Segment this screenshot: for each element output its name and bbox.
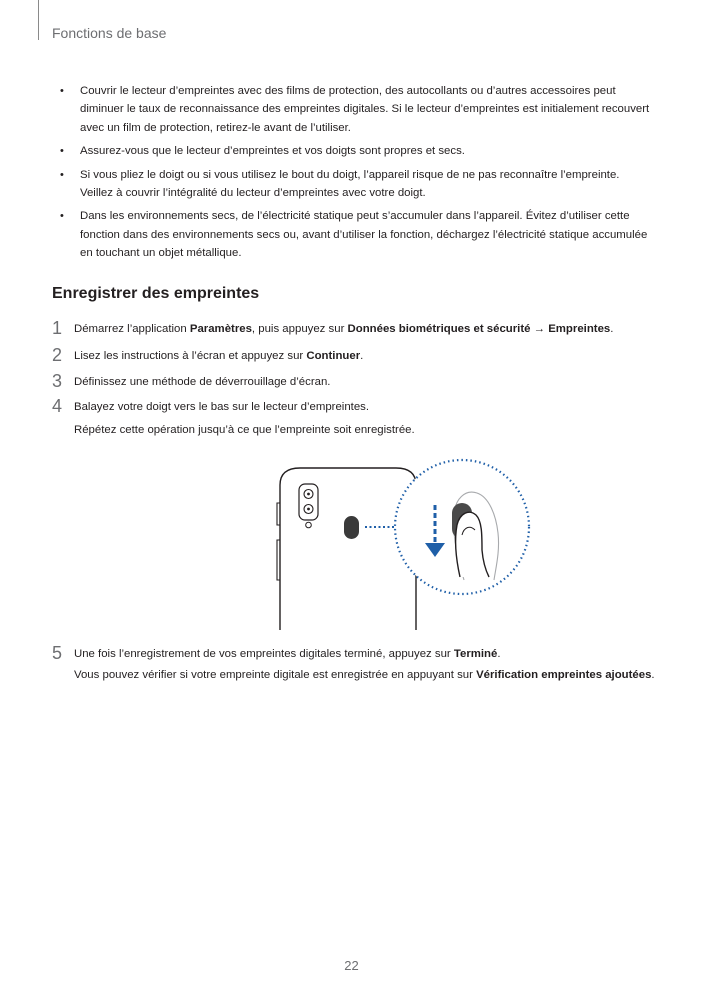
list-item bbox=[60, 207, 650, 262]
subheading: Enregistrer des empreintes bbox=[52, 285, 260, 302]
phone-back-fingerprint-swipe-illustration bbox=[272, 455, 552, 630]
step-text: Une fois l’enregistrement de vos empreintes digitales terminé, appuyez sur bbox=[74, 648, 454, 660]
list-item bbox=[60, 82, 650, 137]
step-text: . bbox=[610, 323, 614, 335]
note-text: Vous pouvez vérifier si votre empreinte digitale est enregistrée en appuyant sur bbox=[74, 669, 477, 682]
step-number: 4 bbox=[52, 396, 63, 417]
step-5-block bbox=[52, 645, 662, 685]
step-4 bbox=[52, 398, 662, 439]
bullet-icon: • bbox=[60, 145, 64, 158]
list-item bbox=[60, 166, 650, 203]
camera-lens-center bbox=[307, 508, 310, 511]
arrow-icon: → bbox=[530, 323, 549, 335]
bullet-icon: • bbox=[60, 168, 64, 181]
step-note: Répétez cette opération jusqu’à ce que l’empreinte soit enregistrée. bbox=[74, 423, 415, 436]
step-text: Balayez votre doigt vers le bas sur le lecteur d’empreintes. bbox=[74, 401, 370, 414]
flash-icon bbox=[306, 522, 312, 528]
step-text: . bbox=[497, 648, 501, 660]
continue-button-label: Continuer bbox=[306, 350, 361, 363]
step-number: 1 bbox=[52, 318, 63, 338]
fingerprint-sensor bbox=[344, 516, 359, 539]
step-text: , puis appuyez sur bbox=[251, 323, 348, 335]
step-text: Définissez une méthode de déverrouillage d’écran. bbox=[74, 375, 331, 388]
bullet-text: Assurez-vous que le lecteur d’empreintes et vos doigts sont propres et secs. bbox=[80, 145, 465, 158]
list-item bbox=[60, 142, 650, 160]
check-added-fingerprints-label: Vérification empreintes ajoutées bbox=[476, 669, 652, 682]
section-title: Fonctions de base bbox=[52, 25, 167, 41]
header-rule bbox=[38, 0, 39, 40]
step-text: Lisez les instructions à l’écran et appuyez sur bbox=[74, 350, 307, 363]
camera-lens-center bbox=[307, 493, 310, 496]
done-button-label: Terminé bbox=[453, 648, 498, 660]
step-text: Démarrez l’application bbox=[74, 323, 190, 335]
fingerprints-menu-label: Empreintes bbox=[548, 323, 611, 335]
precautions-list bbox=[60, 82, 650, 268]
phone-body-outline bbox=[280, 468, 416, 630]
bullet-icon: • bbox=[60, 85, 64, 97]
step-5 bbox=[52, 645, 662, 685]
step-number: 5 bbox=[52, 643, 63, 663]
steps-1-4 bbox=[52, 320, 662, 439]
step-note bbox=[74, 666, 662, 684]
bullet-text: Couvrir le lecteur d’empreintes avec des films de protection, des autocollants ou d’autres accessoires peut diminuer le taux de reconnaissance des empreintes digitales. Si le lecteur d’empreintes est initialement recouvert avec un film de protection, retirez-le avant de l’utiliser. bbox=[80, 85, 650, 134]
step-text: . bbox=[360, 350, 364, 363]
page-number: 22 bbox=[344, 958, 359, 973]
bullet-icon: • bbox=[60, 210, 64, 223]
step-1 bbox=[52, 320, 662, 338]
step-number: 3 bbox=[52, 370, 63, 391]
bullet-text: Dans les environnements secs, de l’électricité statique peut s’accumuler dans l’appareil. Évitez d’utiliser cette fonction dans des environnements secs ou, avant d’utiliser la fonction, déchargez l’électricité statique accumulée en touchant un objet métallique. bbox=[80, 210, 648, 260]
settings-app-label: Paramètres bbox=[189, 323, 252, 335]
note-text: . bbox=[651, 669, 655, 682]
step-2 bbox=[52, 347, 662, 365]
step-number: 2 bbox=[52, 345, 63, 366]
step-3 bbox=[52, 370, 662, 391]
biometrics-menu-label: Données biométriques et sécurité bbox=[347, 323, 531, 335]
bullet-text: Si vous pliez le doigt ou si vous utilisez le bout du doigt, l’appareil risque de ne pas reconnaître l’empreinte. Veillez à couvrir l’intégralité du lecteur d’empreintes avec votre doigt. bbox=[80, 168, 620, 200]
